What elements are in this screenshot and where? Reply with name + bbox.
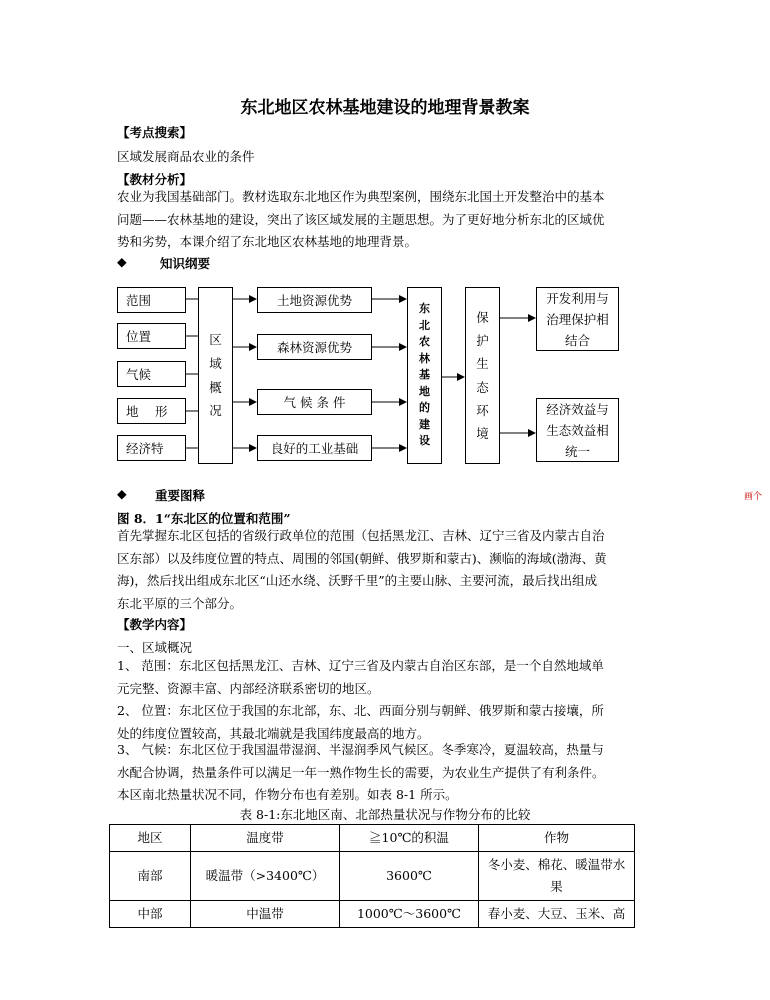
diagram-node-land-resources: 土地资源优势 xyxy=(257,287,372,313)
table-cell: 暖温带（>3400℃） xyxy=(191,852,340,901)
text-line: 海)，然后找出组成东北区“山还水绕、沃野千里”的主要山脉、主要河流，最后找出组成 xyxy=(117,573,598,588)
item-climate-paragraph xyxy=(117,739,655,807)
center-char: 基 xyxy=(419,368,430,382)
diagram-node-protect-environment xyxy=(465,287,500,464)
diagram-node-economy: 经济特 xyxy=(117,435,186,461)
region-char: 概 xyxy=(209,379,222,395)
table-header-cell: 温度带 xyxy=(191,825,340,852)
table-row xyxy=(110,901,635,928)
protect-char: 态 xyxy=(476,379,489,395)
center-char: 地 xyxy=(419,384,430,398)
table-row xyxy=(110,852,635,901)
protect-char: 护 xyxy=(476,333,489,349)
section-heading-exam-points: 【考点搜索】 xyxy=(117,125,193,140)
text-line: 3、 气候：东北区位于我国温带湿润、半湿润季风气候区。冬季寒冷，夏温较高，热量与 xyxy=(117,742,604,757)
table-cell: 冬小麦、棉花、暖温带水果 xyxy=(479,852,635,901)
region-char: 况 xyxy=(209,403,222,419)
outline-bullet: ◆ xyxy=(117,254,127,269)
diagram-node-terrain: 地 形 xyxy=(117,398,186,424)
table-cell: 春小麦、大豆、玉米、高 xyxy=(479,901,635,928)
heat-crop-table xyxy=(109,824,635,928)
table-header-cell: ≧10℃的积温 xyxy=(340,825,479,852)
text-line: 东北平原的三个部分。 xyxy=(117,595,243,611)
text-line: 农业为我国基础部门。教材选取东北地区作为典型案例，围绕东北国土开发整治中的基本 xyxy=(117,189,605,204)
protect-char: 生 xyxy=(476,356,489,372)
figure-bullet: ◆ xyxy=(117,486,127,501)
text-line: 水配合协调，热量条件可以满足一年一熟作物生长的需要，为农业生产提供了有利条件。 xyxy=(117,764,605,780)
table-header-row xyxy=(110,825,635,852)
center-char: 农 xyxy=(419,335,430,349)
text-line: 处的纬度位置较高，其最北端就是我国纬度最高的地方。 xyxy=(117,725,430,741)
figure-explanation-paragraph xyxy=(117,525,655,615)
item-scope-paragraph xyxy=(117,655,655,700)
region-char: 区 xyxy=(209,332,222,347)
diagram-node-forest-resources: 森林资源优势 xyxy=(257,334,372,360)
text-line: 首先掌握东北区包括的省级行政单位的范围（包括黑龙江、吉林、辽宁三省及内蒙古自治 xyxy=(117,528,605,543)
protect-char: 境 xyxy=(476,425,489,441)
text-line: 2、 位置：东北区位于我国的东北部，东、北、西面分别与朝鲜、俄罗斯和蒙古接壤，所 xyxy=(117,703,604,718)
table-cell: 1000℃～3600℃ xyxy=(340,901,479,928)
table-cell: 中温带 xyxy=(191,901,340,928)
table-cell: 南部 xyxy=(110,852,191,901)
table-header-cell: 地区 xyxy=(110,825,191,852)
section-heading-textbook-analysis: 【教材分析】 xyxy=(117,172,193,187)
center-char: 东 xyxy=(419,302,430,316)
diagram-node-scope: 范围 xyxy=(117,287,186,313)
table-cell: 中部 xyxy=(110,901,191,928)
text-line: 问题——农林基地的建设，突出了该区域发展的主题思想。为了更好地分析东北的区域优 xyxy=(117,211,605,227)
center-char: 的 xyxy=(419,401,430,415)
diagram-node-region-overview xyxy=(198,287,233,464)
diagram-node-climate-conditions: 气 候 条 件 xyxy=(257,389,372,415)
figure-title: 图 8．1“东北区的位置和范围” xyxy=(117,511,291,526)
section-heading-teaching-content: 【教学内容】 xyxy=(117,617,193,632)
table-cell: 3600℃ xyxy=(340,852,479,901)
text-line: 1、 范围：东北区包括黑龙江、吉林、辽宁三省及内蒙古自治区东部，是一个自然地域单 xyxy=(117,658,604,673)
text-line: 势和劣势，本课介绍了东北地区农林基地的地理背景。 xyxy=(117,234,418,249)
text-line: 区东部）以及纬度位置的特点、周围的邻国(朝鲜、俄罗斯和蒙古)、濒临的海域(渤海、黄 xyxy=(117,550,607,566)
diagram-node-climate: 气候 xyxy=(117,361,186,387)
center-char: 设 xyxy=(419,434,430,448)
center-char: 北 xyxy=(419,318,430,332)
subsection-heading-overview: 一、区域概况 xyxy=(117,640,193,655)
protect-char: 环 xyxy=(476,402,489,418)
page-title: 东北地区农林基地建设的地理背景教案 xyxy=(240,98,530,118)
table-caption: 表 8-1:东北地区南、北部热量状况与作物分布的比较 xyxy=(239,807,531,822)
center-char: 建 xyxy=(419,417,430,431)
diagram-node-industrial-base: 良好的工业基础 xyxy=(257,435,372,461)
exam-points-text: 区域发展商品农业的条件 xyxy=(117,149,255,164)
diagram-node-location: 位置 xyxy=(117,323,186,349)
text-line: 本区南北热量状况不同，作物分布也有差别。如表 8-1 所示。 xyxy=(117,787,458,802)
protect-char: 保 xyxy=(476,310,489,326)
figure-heading: 重要图释 xyxy=(155,488,206,503)
region-char: 域 xyxy=(209,355,222,371)
diagram-node-development-protection: 开发利用与治理保护相结合 xyxy=(536,287,619,351)
text-line: 元完整、资源丰富、内部经济联系密切的地区。 xyxy=(117,680,380,696)
center-char: 林 xyxy=(419,351,430,365)
table-header-cell: 作物 xyxy=(479,825,635,852)
diagram-node-economic-ecological: 经济效益与生态效益相统一 xyxy=(536,398,619,462)
margin-annotation: 画个 xyxy=(744,492,763,502)
outline-heading: 知识纲要 xyxy=(160,256,211,271)
diagram-node-base-construction xyxy=(407,287,442,464)
